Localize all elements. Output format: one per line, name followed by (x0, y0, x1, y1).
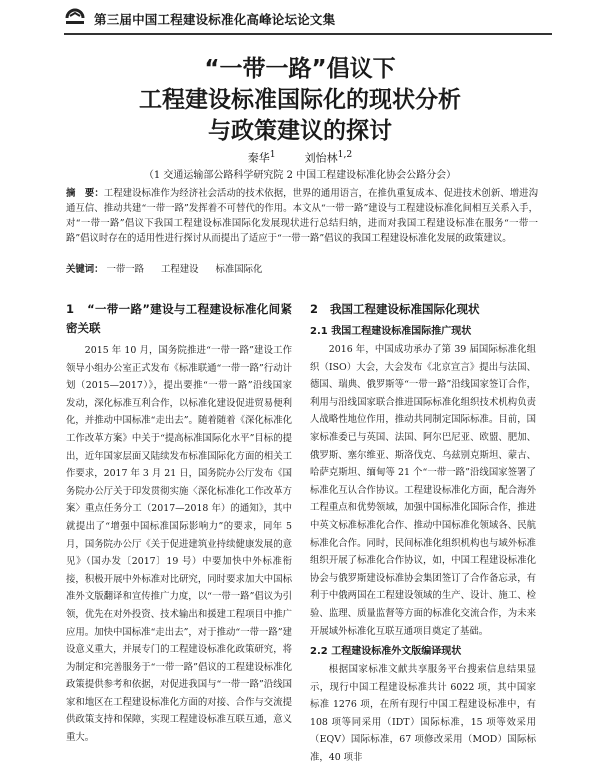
right-column (310, 300, 536, 767)
body-paragraph: 根据国家标准文献共享服务平台搜索信息结果显示，现行中国工程建设标准共计 6022 项，其中国家标准 1276 项，在所有现行中国工程建设标准中，有 108 项等同采用（IDT）国际标准，15 项等效采用（EQV）国际标准，67 项修改采用（MOD）国际标准，40 项非 (310, 664, 536, 764)
keyword: 一带一路 (106, 264, 145, 275)
title-line: 工程建设标准国际化的现状分析 (139, 87, 461, 113)
body-paragraph: 2015 年 10 月，国务院推进“一带一路”建设工作领导小组办公室正式发布《标准联通“一带一路”行动计划（2015—2017）》，提出要推“一带一路”沿线国家发动，深化标准互利合作，以标准化建设促进贸易便利化，并推动中国标准“走出去”。随着随着《深化标准化工作改革方案》中关于“提高标准国际化水平”目标的提出，近年国家层面又陆续发布标准国际化方面的相关工作要求，2017 年 3 月 21 日，国务院办公厅发布《国务院办公厅关于印发贯彻实施〈深化标准化工作改革方案〉重点任务分工（2017—2018 年）的通知》，其中就提出了“增强中国标准国际影响力”的要求，同年 5 月，国务院办公厅《关于促进建筑业持续健康发展的意见》（国办发〔2017〕19 号）中要加快中外标准衔接，积极开展中外标准对比研究，同时要求加大中国标准外文版翻译和宣传推广力度，以“一带一路”倡议为引领，优先在对外投资、技术输出和援建工程项目中推广应用。加快中国标准“走出去”，对于推动“一带一路”建设意义重大，并展专门的工程建设标准化政策研究，将为制定和完善服务于“一带一路”倡议的工程建设标准化政策提供参考和依据，对促进我国与“一带一路”沿线国家和地区在工程建设标准化方面的对接、合作与交流提供政策支持和保障，实现工程建设标准互联互通，意义重大。 (66, 345, 292, 744)
title-line: “一带一路”倡议下 (204, 56, 396, 82)
proceedings-title: 第三届中国工程建设标准化高峰论坛论文集 (94, 12, 336, 27)
section-1-heading (66, 300, 292, 338)
keyword: 工程建设 (161, 264, 199, 275)
keyword: 标准国际化 (215, 264, 263, 275)
running-header (0, 0, 600, 36)
left-column (66, 300, 292, 747)
abstract-text: 工程建设标准作为经济社会活动的技术依据，世界的通用语言，在推仇重复成本、促进技术创新、增进沟通互信、推动共建“一带一路”发挥着不可替代的作用。本文从“一带一路”建设与工程建设标准化间相互关系入手，对“一带一路”倡议下我国工程建设标准国际化发展现状进行总结归纳，进而对我国工程建设标准在服务“一带一路”倡议时存在的适用性进行探讨从而提出了适应于“一带一路”倡议的我国工程建设标准化发展的政策建议。 (66, 188, 538, 244)
proceedings-logo-icon (64, 8, 86, 28)
section-title: “一带一路”建设与工程建设标准化间紧密关联 (66, 302, 292, 335)
author-list (0, 149, 600, 166)
abstract-label: 摘 要： (66, 188, 104, 199)
section-title: 我国工程建设标准国际化现状 (330, 302, 480, 316)
subsection-2-2-heading: 2.2 工程建设标准外文版编译现状 (310, 646, 462, 658)
body-paragraph: 2016 年，中国成功承办了第 39 届国际标准化组织（ISO）大会，大会发布《北京宣言》提出与法国、德国、瑞典、俄罗斯等“一带一路”沿线国家签订合作，利用与沿线国家联合推进国际标准化组织技术机构负责人战略性地位作用，推动共同制定国际标准。目前，国家标准委已与英国、法国、阿尔巴尼亚、欧盟、肥加、俄罗斯、塞尔维亚、斯洛伐克、乌兹别克斯坦、蒙古、哈萨克斯坦、缅甸等 21 个“一带一路”沿线国家签署了标准化互认合作协议。工程建设标准化方面，配合海外工程重点和优势领域，加强中国标准化国际合作，推进中英文标准标准化合作、推动中国标准化领域各、民航标准化合作。同时，民间标准化组织机构也与域外标准组织开展了标准化合作协议，如，中国工程建设标准化协会与俄罗斯建设标准协会集团签订了合作备忘录，有利于中俄两国在工程建设领域的生产、设计、施工、检验、监理、质量监督等方面的标准化交流合作，为未来开展域外标准化互联互通项目奠定了基础。 (310, 344, 536, 637)
keywords (66, 262, 538, 277)
header-rule (64, 33, 552, 35)
section-number: 2 (310, 302, 319, 316)
author-name: 秦华 (247, 151, 270, 165)
author-affil-mark: 1 (269, 149, 276, 160)
affiliations: （1 交通运输部公路科学研究院 2 中国工程建设标准化协会公路分会） (143, 170, 457, 181)
subsection-2-1-heading: 2.1 我国工程建设标准国际推广现状 (310, 326, 472, 337)
author-name: 刘怡林 (304, 151, 338, 165)
article-title (0, 54, 600, 147)
section-2-heading (310, 300, 536, 319)
section-number: 1 (66, 302, 75, 316)
abstract (66, 186, 538, 246)
author-affil-mark: 1,2 (337, 149, 353, 160)
title-line: 与政策建议的探讨 (208, 118, 392, 144)
keywords-label: 关键词： (66, 264, 104, 275)
